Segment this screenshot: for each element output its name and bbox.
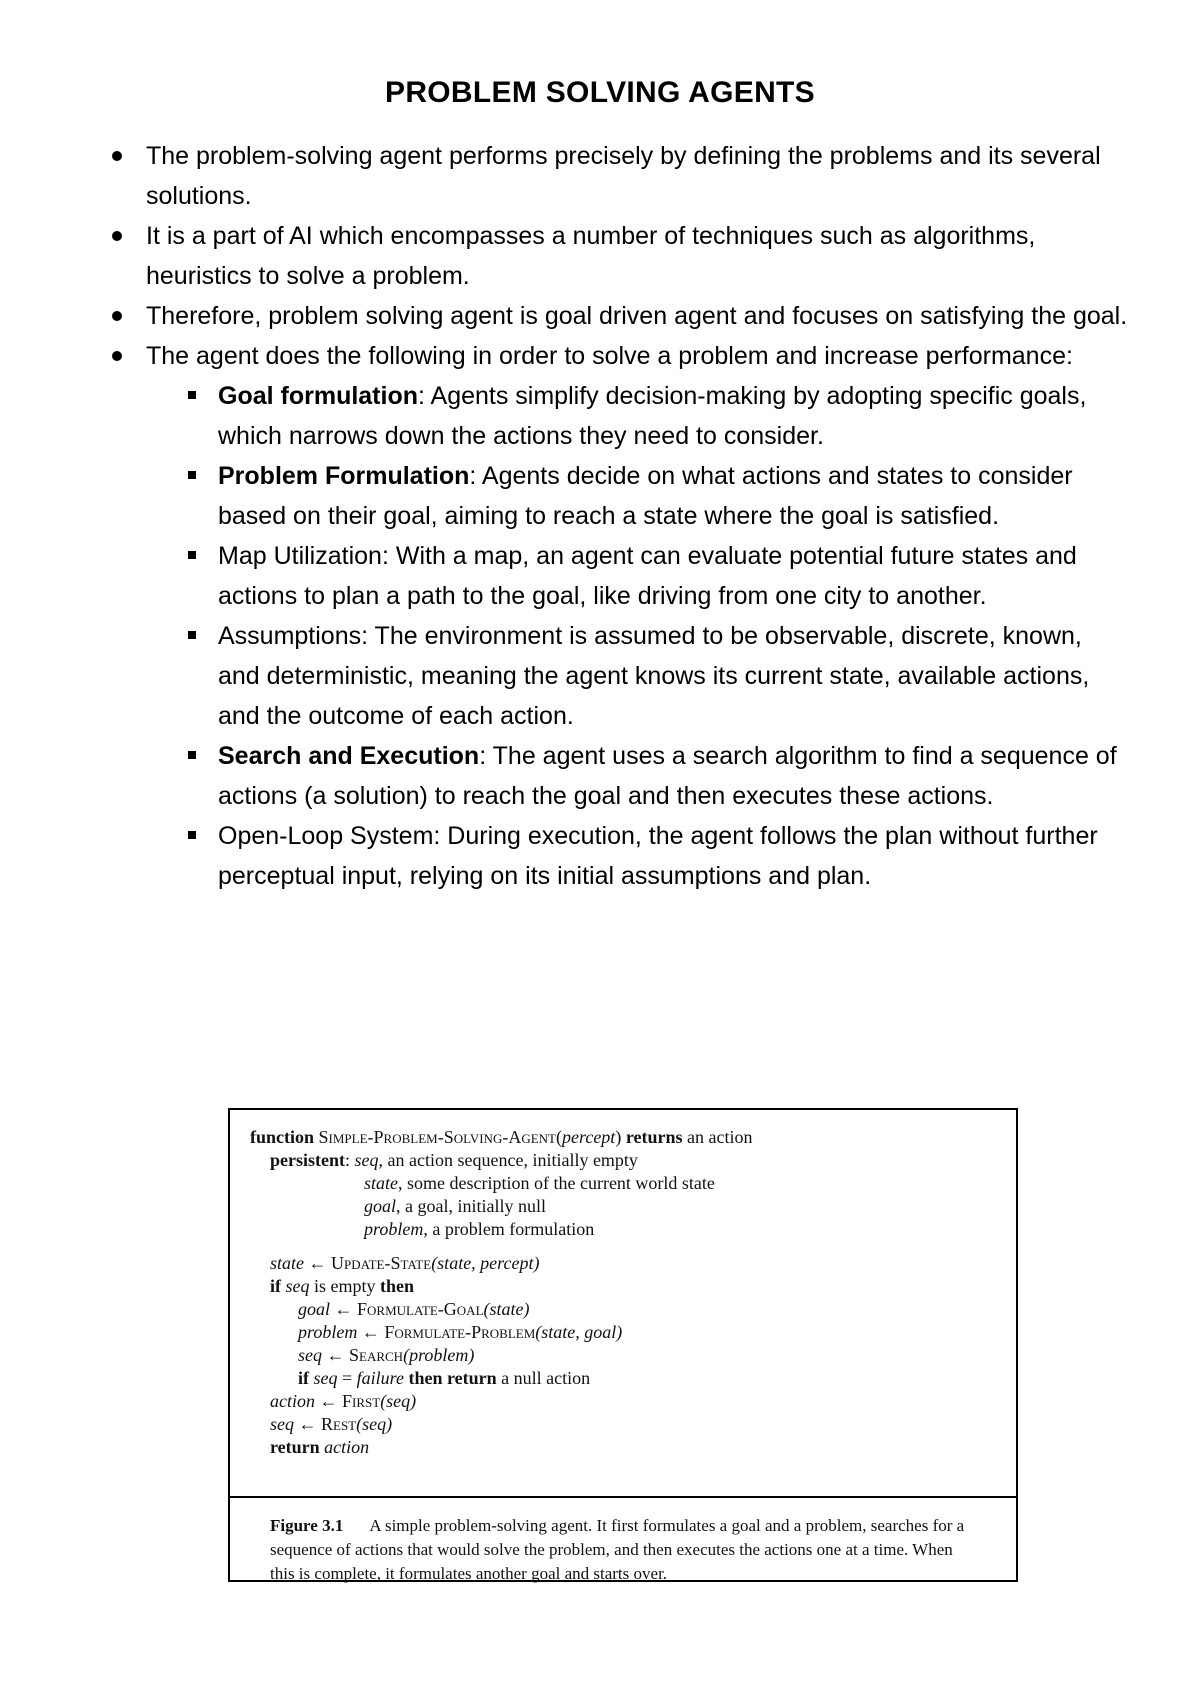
return-desc: a null action: [501, 1368, 591, 1388]
sub-bullet-term: Goal formulation: [218, 382, 418, 410]
fn-args: (seq): [380, 1391, 417, 1411]
bullet-dot-icon: [112, 351, 122, 361]
bullet-text: Therefore, problem solving agent is goal driven agent and focuses on satisfying the goal.: [146, 302, 1128, 330]
var-seq: seq: [298, 1345, 322, 1365]
code-line-search: [298, 1344, 474, 1367]
assign-arrow: ←: [357, 1322, 385, 1342]
var-problem: problem: [364, 1219, 424, 1239]
equals-sign: =: [337, 1368, 357, 1388]
bullet-text: The problem-solving agent performs precisely by defining the problems and its several solutions.: [146, 142, 1101, 210]
assign-arrow: ←: [322, 1345, 349, 1365]
bullet-item: [110, 296, 1130, 336]
var-seq: seq: [285, 1276, 310, 1296]
sub-bullet-sep: :: [469, 462, 477, 490]
sub-bullet-text: Agents decide on what actions and states to consider based on their goal, aiming to reach a state where the goal is satisfied.: [218, 462, 1073, 530]
var-state: state: [364, 1173, 398, 1193]
fn-args: (state, percept): [431, 1253, 540, 1273]
sub-bullet-term: Search and Execution: [218, 742, 480, 770]
assign-arrow: ←: [294, 1414, 321, 1434]
bullet-dot-icon: [112, 151, 122, 161]
keyword-then-return: then return: [408, 1368, 497, 1388]
var-desc: , an action sequence, initially empty: [378, 1150, 638, 1170]
page-title: PROBLEM SOLVING AGENTS: [385, 76, 815, 109]
bullet-item: [110, 216, 1130, 296]
fn-first: First: [342, 1391, 381, 1411]
code-line-rest: [270, 1413, 392, 1436]
bullet-dot-icon: [112, 231, 122, 241]
sub-bullet-item: [182, 376, 1130, 456]
paren-close: ): [615, 1127, 622, 1147]
sub-bullet-item: [182, 616, 1130, 736]
fn-args: (problem): [403, 1345, 475, 1365]
fn-formulate-problem: Formulate-Problem: [384, 1322, 536, 1342]
var-seq: seq: [270, 1414, 294, 1434]
fn-args: (state, goal): [535, 1322, 623, 1342]
var-goal: goal: [298, 1299, 331, 1319]
colon: :: [345, 1150, 351, 1170]
sub-bullet-item: [182, 536, 1130, 616]
var-action: action: [324, 1437, 370, 1457]
square-bullet-icon: [188, 631, 196, 639]
code-line-if-failure: [298, 1367, 590, 1390]
figure-label: Figure 3.1: [270, 1516, 344, 1535]
code-line-goal-decl: [364, 1195, 546, 1218]
fn-args: (seq): [356, 1414, 393, 1434]
square-bullet-icon: [188, 831, 196, 839]
sub-bullet-text: Agents simplify decision-making by adopting specific goals, which narrows down the actions they need to consider.: [218, 382, 1087, 450]
square-bullet-icon: [188, 391, 196, 399]
var-action: action: [270, 1391, 315, 1411]
var-seq: seq: [354, 1150, 379, 1170]
fn-rest: Rest: [321, 1414, 357, 1434]
bullet-item: [110, 136, 1130, 216]
square-bullet-icon: [188, 551, 196, 559]
sub-bullet-text: Assumptions: The environment is assumed to be observable, discrete, known, and deterministic, meaning the agent knows its current state, available actions, and the outcome of each action.: [218, 622, 1090, 730]
pseudocode-block: [230, 1110, 1016, 1498]
sub-bullet-sep: :: [418, 382, 425, 410]
figure-caption-text: A simple problem-solving agent. It first formulates a goal and a problem, searches for a sequence of actions that would solve the problem, and then executes the actions one at a time. When this is complete, it formulates another goal and starts over.: [270, 1516, 965, 1583]
figure-caption: [270, 1514, 980, 1586]
sub-bullet-sep: :: [479, 742, 487, 770]
assign-arrow: ←: [330, 1299, 358, 1319]
sub-bullet-text: Open-Loop System: During execution, the agent follows the plan without further perceptual input, relying on its initial assumptions and plan.: [218, 822, 1098, 890]
code-line-return: [270, 1436, 369, 1459]
keyword-if: if: [298, 1368, 309, 1388]
keyword-if: if: [270, 1276, 281, 1296]
bullet-text: The agent does the following in order to solve a problem and increase performance:: [146, 342, 1073, 370]
code-line-function: [250, 1126, 752, 1149]
code-line-formulate-goal: [298, 1298, 530, 1321]
code-line-state-decl: [364, 1172, 715, 1195]
sub-bullet-term: Problem Formulation: [218, 462, 470, 490]
keyword-return: return: [270, 1437, 320, 1457]
var-goal: goal: [364, 1196, 397, 1216]
assign-arrow: ←: [304, 1253, 331, 1273]
bullet-dot-icon: [112, 311, 122, 321]
condition-text: is empty: [314, 1276, 376, 1296]
assign-arrow: ←: [315, 1391, 342, 1411]
sub-bullet-item: [182, 816, 1130, 896]
return-desc: an action: [686, 1127, 753, 1147]
keyword-persistent: persistent: [270, 1150, 345, 1170]
fn-update-state: Update-State: [331, 1253, 432, 1273]
sub-bullet-list: [182, 376, 1130, 896]
var-problem: problem: [298, 1322, 358, 1342]
sub-bullet-text: Map Utilization: With a map, an agent can evaluate potential future states and actions to plan a path to the goal, like driving from one city to another.: [218, 542, 1077, 610]
paren-open: (: [556, 1127, 562, 1147]
function-arg: percept: [562, 1127, 616, 1147]
code-line-if-empty: [270, 1275, 414, 1298]
square-bullet-icon: [188, 471, 196, 479]
code-line-first: [270, 1390, 416, 1413]
code-line-formulate-problem: [298, 1321, 622, 1344]
keyword-returns: returns: [625, 1127, 683, 1147]
square-bullet-icon: [188, 751, 196, 759]
value-failure: failure: [356, 1368, 404, 1388]
fn-args: (state): [483, 1299, 530, 1319]
sub-bullet-item: [182, 736, 1130, 816]
sub-bullet-item: [182, 456, 1130, 536]
algorithm-figure: [228, 1108, 1018, 1582]
fn-formulate-goal: Formulate-Goal: [357, 1299, 484, 1319]
code-line-problem-decl: [364, 1218, 594, 1241]
keyword-function: function: [250, 1127, 315, 1147]
keyword-then: then: [380, 1276, 415, 1296]
function-name: Simple-Problem-Solving-Agent: [318, 1127, 556, 1147]
var-state: state: [270, 1253, 304, 1273]
bullet-item: [110, 336, 1130, 896]
bullet-text: It is a part of AI which encompasses a number of techniques such as algorithms, heuristics to solve a problem.: [146, 222, 1036, 290]
var-desc: , some description of the current world state: [398, 1173, 715, 1193]
code-line-update-state: [270, 1252, 539, 1275]
fn-search: Search: [349, 1345, 404, 1365]
code-line-persistent: [270, 1149, 638, 1172]
var-desc: , a goal, initially null: [396, 1196, 546, 1216]
sub-bullet-text: The agent uses a search algorithm to find a sequence of actions (a solution) to reach the goal and then executes these actions.: [218, 742, 1117, 810]
bullet-list: [110, 136, 1130, 896]
var-desc: , a problem formulation: [423, 1219, 595, 1239]
var-seq: seq: [313, 1368, 338, 1388]
